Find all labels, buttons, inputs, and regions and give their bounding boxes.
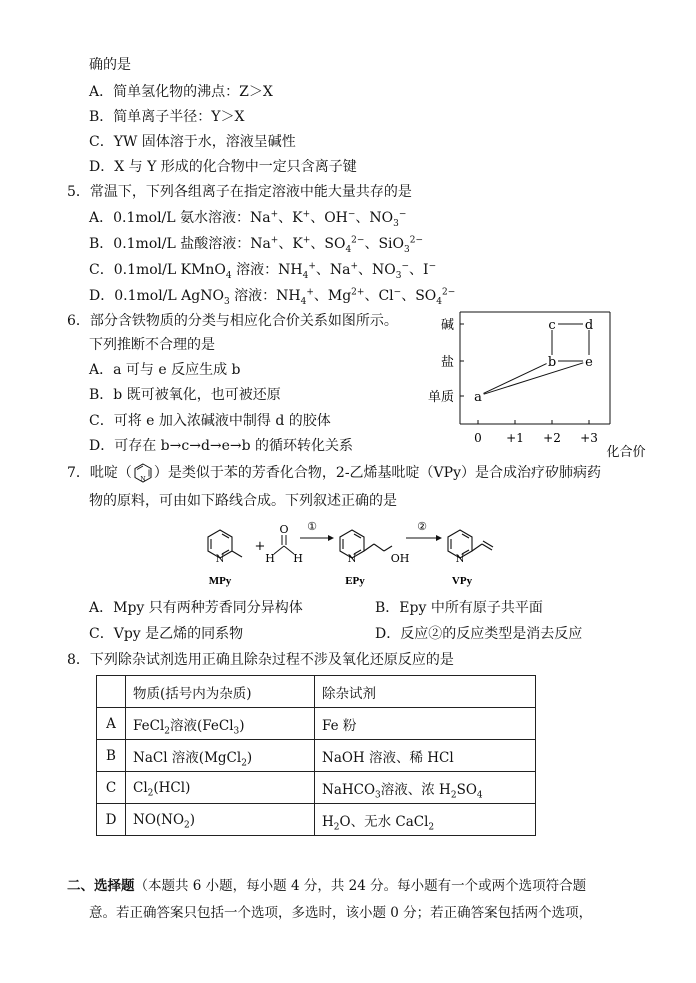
formaldehyde-h1: H xyxy=(265,552,275,565)
q5-stem: 5．常温下，下列各组离子在指定溶液中能大量共存的是 xyxy=(67,184,412,200)
y-tick-label: 碱 xyxy=(440,318,454,333)
plus-sign: + xyxy=(254,539,266,554)
q4-option-b: B．简单离子半径：Y＞X xyxy=(89,109,245,125)
q7-option-c: C．Vpy 是乙烯的同系物 xyxy=(89,626,244,642)
q6-option-d: D．可存在 b→c→d→e→b 的循环转化关系 xyxy=(89,438,354,454)
x-tick-label: +1 xyxy=(506,431,524,445)
q6-option-c: C．可将 e 加入浓碱液中制得 d 的胶体 xyxy=(89,413,331,429)
vpy-n-label: N xyxy=(455,554,465,565)
q7-option-a: A．Mpy 只有两种芳香同分异构体 xyxy=(89,600,303,616)
row-key: B xyxy=(97,740,126,772)
vpy-label: VPy xyxy=(451,575,473,587)
link-a-e xyxy=(484,363,584,394)
point-c: c xyxy=(548,318,556,333)
section-2-line-1: 二、选择题（本题共 6 小题，每小题 4 分，共 24 分。每小题有一个或两个选项符合题 xyxy=(67,878,587,894)
mpy-n-label: N xyxy=(215,554,225,565)
q7-option-d: D．反应②的反应类型是消去反应 xyxy=(375,626,583,642)
q4-stem-tail: 确的是 xyxy=(89,57,131,73)
y-tick-label: 盐 xyxy=(440,355,454,370)
epy-label: EPy xyxy=(345,575,365,587)
q4-option-d: D．X 与 Y 形成的化合物中一定只含离子键 xyxy=(89,159,357,175)
row-reagent: NaOH 溶液、稀 HCl xyxy=(315,740,536,772)
q6-stem: 6．部分含铁物质的分类与相应化合价关系如图所示。 xyxy=(67,313,398,329)
section-2-line-2: 意。若正确答案只包括一个选项，多选时，该小题 0 分；若正确答案包括两个选项， xyxy=(89,905,593,921)
table-row xyxy=(97,740,536,772)
synthesis-route xyxy=(200,520,500,595)
table-row xyxy=(97,708,536,740)
point-a: a xyxy=(474,390,482,405)
q5-option-c: C．0.1mol/L KMnO$_4$ 溶液：$NH_4^+$、Na+、$NO_3^-$、I− xyxy=(89,261,437,281)
row-substance: $NO(NO_2)$ xyxy=(126,804,315,836)
mpy-structure xyxy=(208,530,242,558)
pyridine-structure-icon xyxy=(132,462,154,484)
epy-oh-label: OH xyxy=(390,552,410,565)
q5-option-d: D．0.1mol/L AgNO$_3$ 溶液：$NH_4^+$、$Mg^{2+}$、Cl−、$SO_4^{2-}$ xyxy=(89,287,456,307)
pyridine-n-label: N xyxy=(140,476,146,483)
x-axis-label: 化合价 xyxy=(606,445,646,460)
point-d: d xyxy=(584,318,594,333)
q7-stem: 7．吡啶（ N ）是类似于苯的芳香化合物，2-乙烯基吡啶（VPy）是合成治疗矽肺病药 xyxy=(67,462,601,484)
row-reagent: $H_2O$、无水 CaCl$_2$ xyxy=(315,804,536,836)
q4-option-a: A．简单氢化物的沸点：Z＞X xyxy=(89,84,273,100)
x-tick-label: +2 xyxy=(543,431,561,445)
q6-stem-2: 下列推断不合理的是 xyxy=(89,337,215,353)
header-substance: 物质(括号内为杂质) xyxy=(126,676,315,708)
q4-option-c: C．YW 固体溶于水，溶液呈碱性 xyxy=(89,134,296,150)
row-reagent: NaHCO$_3$溶液、浓 $H_2SO_4$ xyxy=(315,772,536,804)
row-reagent: Fe 粉 xyxy=(315,708,536,740)
row-substance: NaCl 溶液(MgCl$_2$) xyxy=(126,740,315,772)
step2-label: ② xyxy=(417,520,427,533)
y-tick-label: 单质 xyxy=(427,390,454,405)
table-header-row xyxy=(97,676,536,708)
q6-option-a: A．a 可与 e 反应生成 b xyxy=(89,362,241,378)
q5-option-a: A．0.1mol/L 氨水溶液：Na+、K+、OH−、$NO_3^-$ xyxy=(89,209,407,229)
q8-stem: 8．下列除杂试剂选用正确且除杂过程不涉及氧化还原反应的是 xyxy=(67,652,454,668)
q7-stem-2: 物的原料，可由如下路线合成。下列叙述正确的是 xyxy=(89,493,397,509)
q7-option-b: B．Epy 中所有原子共平面 xyxy=(375,600,543,616)
q6-option-b: B．b 既可被氧化，也可被还原 xyxy=(89,387,281,403)
row-key: A xyxy=(97,708,126,740)
row-key: D xyxy=(97,804,126,836)
row-key: C xyxy=(97,772,126,804)
mpy-label: MPy xyxy=(208,575,232,587)
step1-label: ① xyxy=(307,520,317,533)
q8-table xyxy=(96,675,536,836)
header-reagent: 除杂试剂 xyxy=(315,676,536,708)
table-row xyxy=(97,772,536,804)
point-e: e xyxy=(585,355,593,370)
epy-n-label: N xyxy=(347,554,357,565)
table-row xyxy=(97,804,536,836)
iron-valence-chart xyxy=(420,306,670,466)
link-a-b xyxy=(483,364,546,394)
row-substance: FeCl$_2$溶液(FeCl$_3$) xyxy=(126,708,315,740)
formaldehyde-o: O xyxy=(279,523,289,536)
q5-option-b: B．0.1mol/L 盐酸溶液：Na+、K+、$SO_4^{2-}$、SiO$_3^{2-}$ xyxy=(89,235,424,255)
formaldehyde-h2: H xyxy=(293,552,303,565)
x-tick-label: +3 xyxy=(580,431,598,445)
x-tick-label: 0 xyxy=(474,431,482,445)
row-substance: $Cl_2(HCl)$ xyxy=(126,772,315,804)
point-b: b xyxy=(547,355,557,370)
